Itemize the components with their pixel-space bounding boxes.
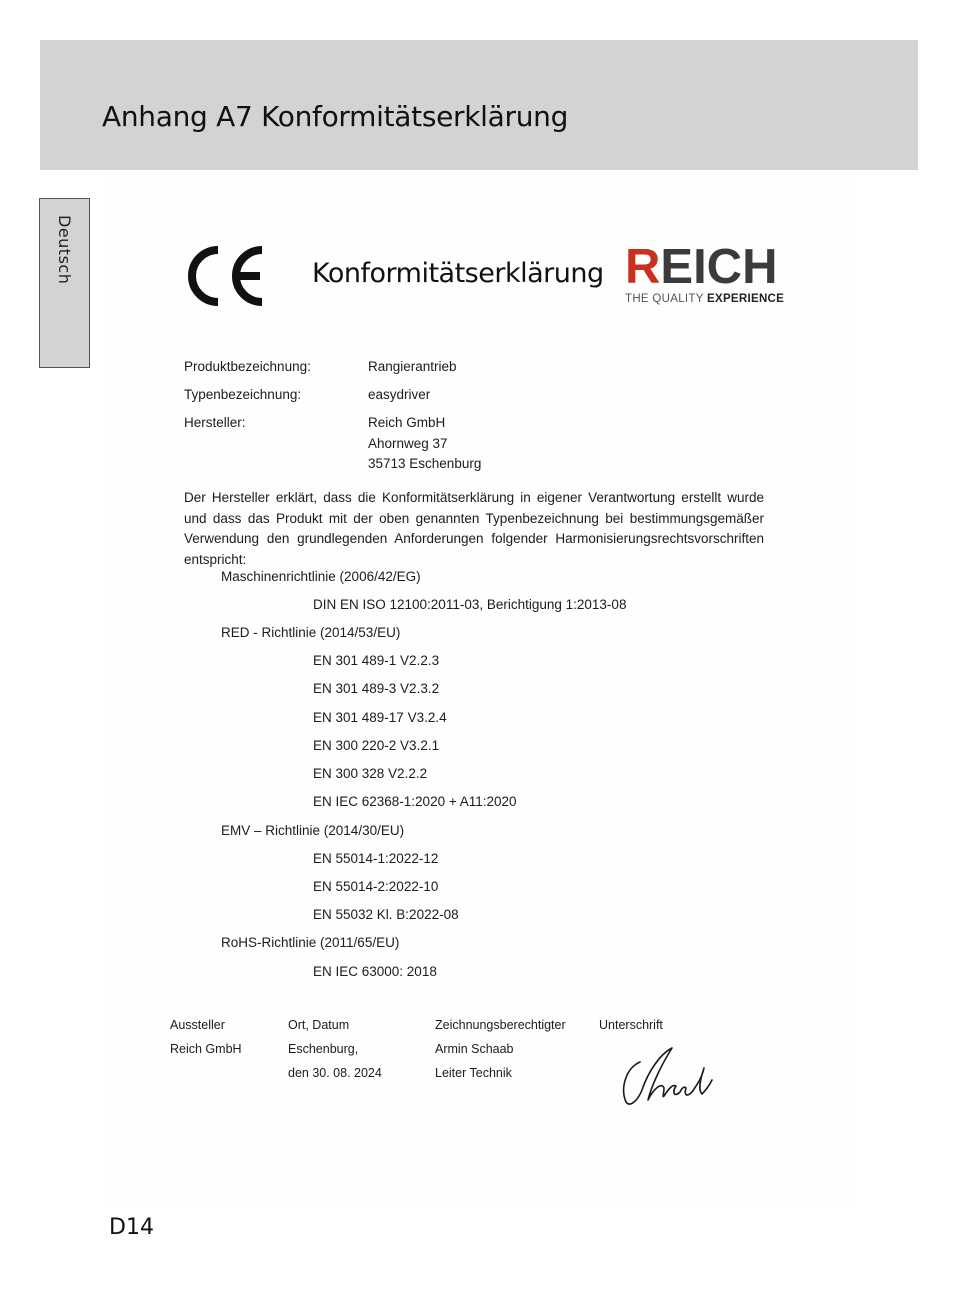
standard-item: EN 55032 Kl. B:2022-08 [313, 907, 459, 922]
standard-item: EN IEC 63000: 2018 [313, 964, 437, 979]
language-tab-label: Deutsch [55, 215, 74, 285]
standard-item: EN 300 328 V2.2.2 [313, 766, 428, 781]
date-value: den 30. 08. 2024 [288, 1066, 382, 1080]
directive-name: RoHS-Richtlinie (2011/65/EU) [221, 935, 400, 950]
standard-item: EN 55014-1:2022-12 [313, 851, 439, 866]
signature-label: Unterschrift [599, 1018, 663, 1032]
standard-item: EN 301 489-3 V2.3.2 [313, 681, 440, 696]
issuer-value: Reich GmbH [170, 1042, 242, 1056]
signatory-role: Leiter Technik [435, 1066, 512, 1080]
declaration-text: Der Hersteller erklärt, dass die Konformitätserklärung in eigener Verantwortung erstellt wurde und dass das Produkt mit der oben genannten Typenbezeichnung bei bestimmungsgemäßer Verwendung den grundlegenden Anforderungen folgender Harmonisierungsrechtsvorschriften entspricht: [184, 490, 764, 567]
signatory-label: Zeichnungsberechtigter [435, 1018, 566, 1032]
issuer-label: Aussteller [170, 1018, 225, 1032]
field-label-product: Produktbezeichnung: [184, 359, 311, 374]
field-value-type: easydriver [368, 387, 431, 402]
field-value-city: 35713 Eschenburg [368, 456, 482, 471]
field-label-type: Typenbezeichnung: [184, 387, 302, 402]
page-number: D14 [109, 1215, 154, 1240]
field-value-manufacturer: Reich GmbH [368, 415, 446, 430]
place-date-label: Ort, Datum [288, 1018, 350, 1032]
standard-item: EN 300 220-2 V3.2.1 [313, 738, 440, 753]
reich-logo [625, 240, 787, 305]
standard-item: DIN EN ISO 12100:2011-03, Berichtigung 1:2013-08 [313, 597, 627, 612]
field-label-manufacturer: Hersteller: [184, 415, 246, 430]
handwritten-signature [618, 1044, 713, 1108]
field-value-product: Rangierantrieb [368, 359, 457, 374]
certificate-title: Konformitätserklärung [312, 258, 604, 289]
field-value-street: Ahornweg 37 [368, 436, 448, 451]
ce-mark-icon [184, 244, 266, 308]
logo-wordmark: REICH [625, 240, 778, 294]
standard-item: EN 301 489-1 V2.2.3 [313, 653, 440, 668]
directive-name: EMV – Richtlinie (2014/30/EU) [221, 823, 405, 838]
standard-item: EN IEC 62368-1:2020 + A11:2020 [313, 794, 517, 809]
directive-name: Maschinenrichtlinie (2006/42/EG) [221, 569, 421, 584]
language-tab [39, 198, 90, 368]
directive-name: RED - Richtlinie (2014/53/EU) [221, 625, 401, 640]
page-title: Anhang A7 Konformitätserklärung [102, 100, 569, 133]
standard-item: EN 301 489-17 V3.2.4 [313, 710, 447, 725]
standard-item: EN 55014-2:2022-10 [313, 879, 439, 894]
place-value: Eschenburg, [288, 1042, 359, 1056]
signatory-name: Armin Schaab [435, 1042, 514, 1056]
logo-tagline: THE QUALITY EXPERIENCE [625, 293, 785, 305]
